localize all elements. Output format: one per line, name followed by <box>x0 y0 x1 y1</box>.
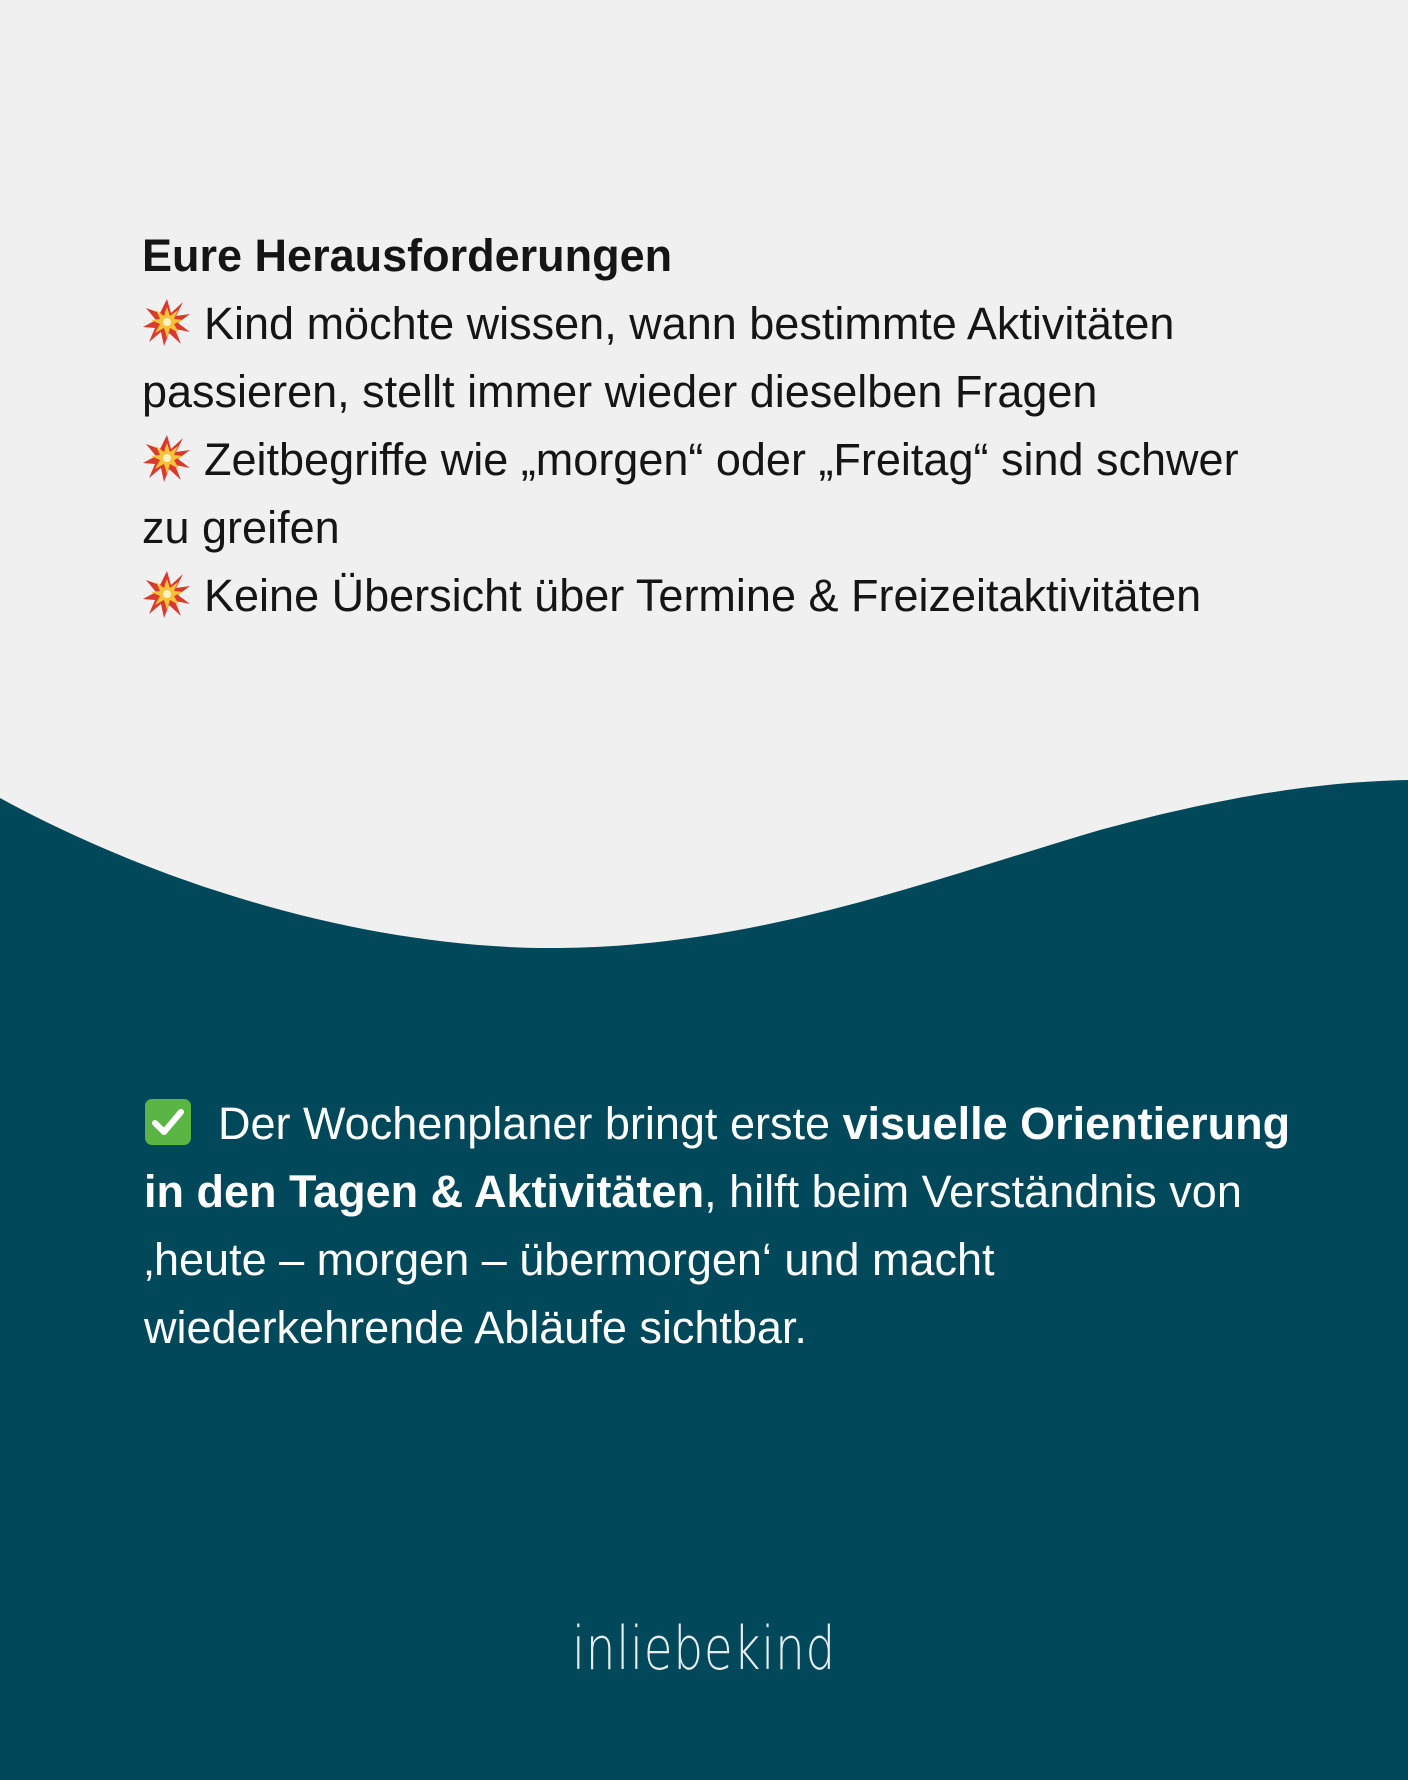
challenge-item <box>142 426 1282 562</box>
challenges-heading: Eure Herausforderungen <box>142 230 673 281</box>
challenge-item <box>142 562 1282 630</box>
brand-logo: inliebekind <box>571 1614 837 1684</box>
collision-icon <box>142 569 192 619</box>
collision-icon <box>142 433 192 483</box>
collision-icon <box>142 297 192 347</box>
challenges-section <box>142 222 1282 630</box>
solution-text-start: Der Wochenplaner bringt erste <box>218 1098 843 1149</box>
challenge-text: Kind möchte wissen, wann bestimmte Aktivitäten passieren, stellt immer wieder dieselben Fragen <box>142 298 1175 417</box>
check-mark-icon <box>144 1098 192 1146</box>
solution-text-block <box>144 1090 1294 1362</box>
challenge-item <box>142 290 1282 426</box>
challenge-text: Zeitbegriffe wie „morgen“ oder „Freitag“ sind schwer zu greifen <box>142 434 1239 553</box>
solution-text-highlight: visuelle Orientierung in den Tagen & Aktivitäten <box>144 1098 1291 1217</box>
challenge-text: Keine Übersicht über Termine & Freizeitaktivitäten <box>204 570 1202 621</box>
solution-text-end: , hilft beim Verständnis von ‚heute – morgen – übermorgen‘ und macht wiederkehrende Abläufe sichtbar. <box>144 1166 1242 1353</box>
